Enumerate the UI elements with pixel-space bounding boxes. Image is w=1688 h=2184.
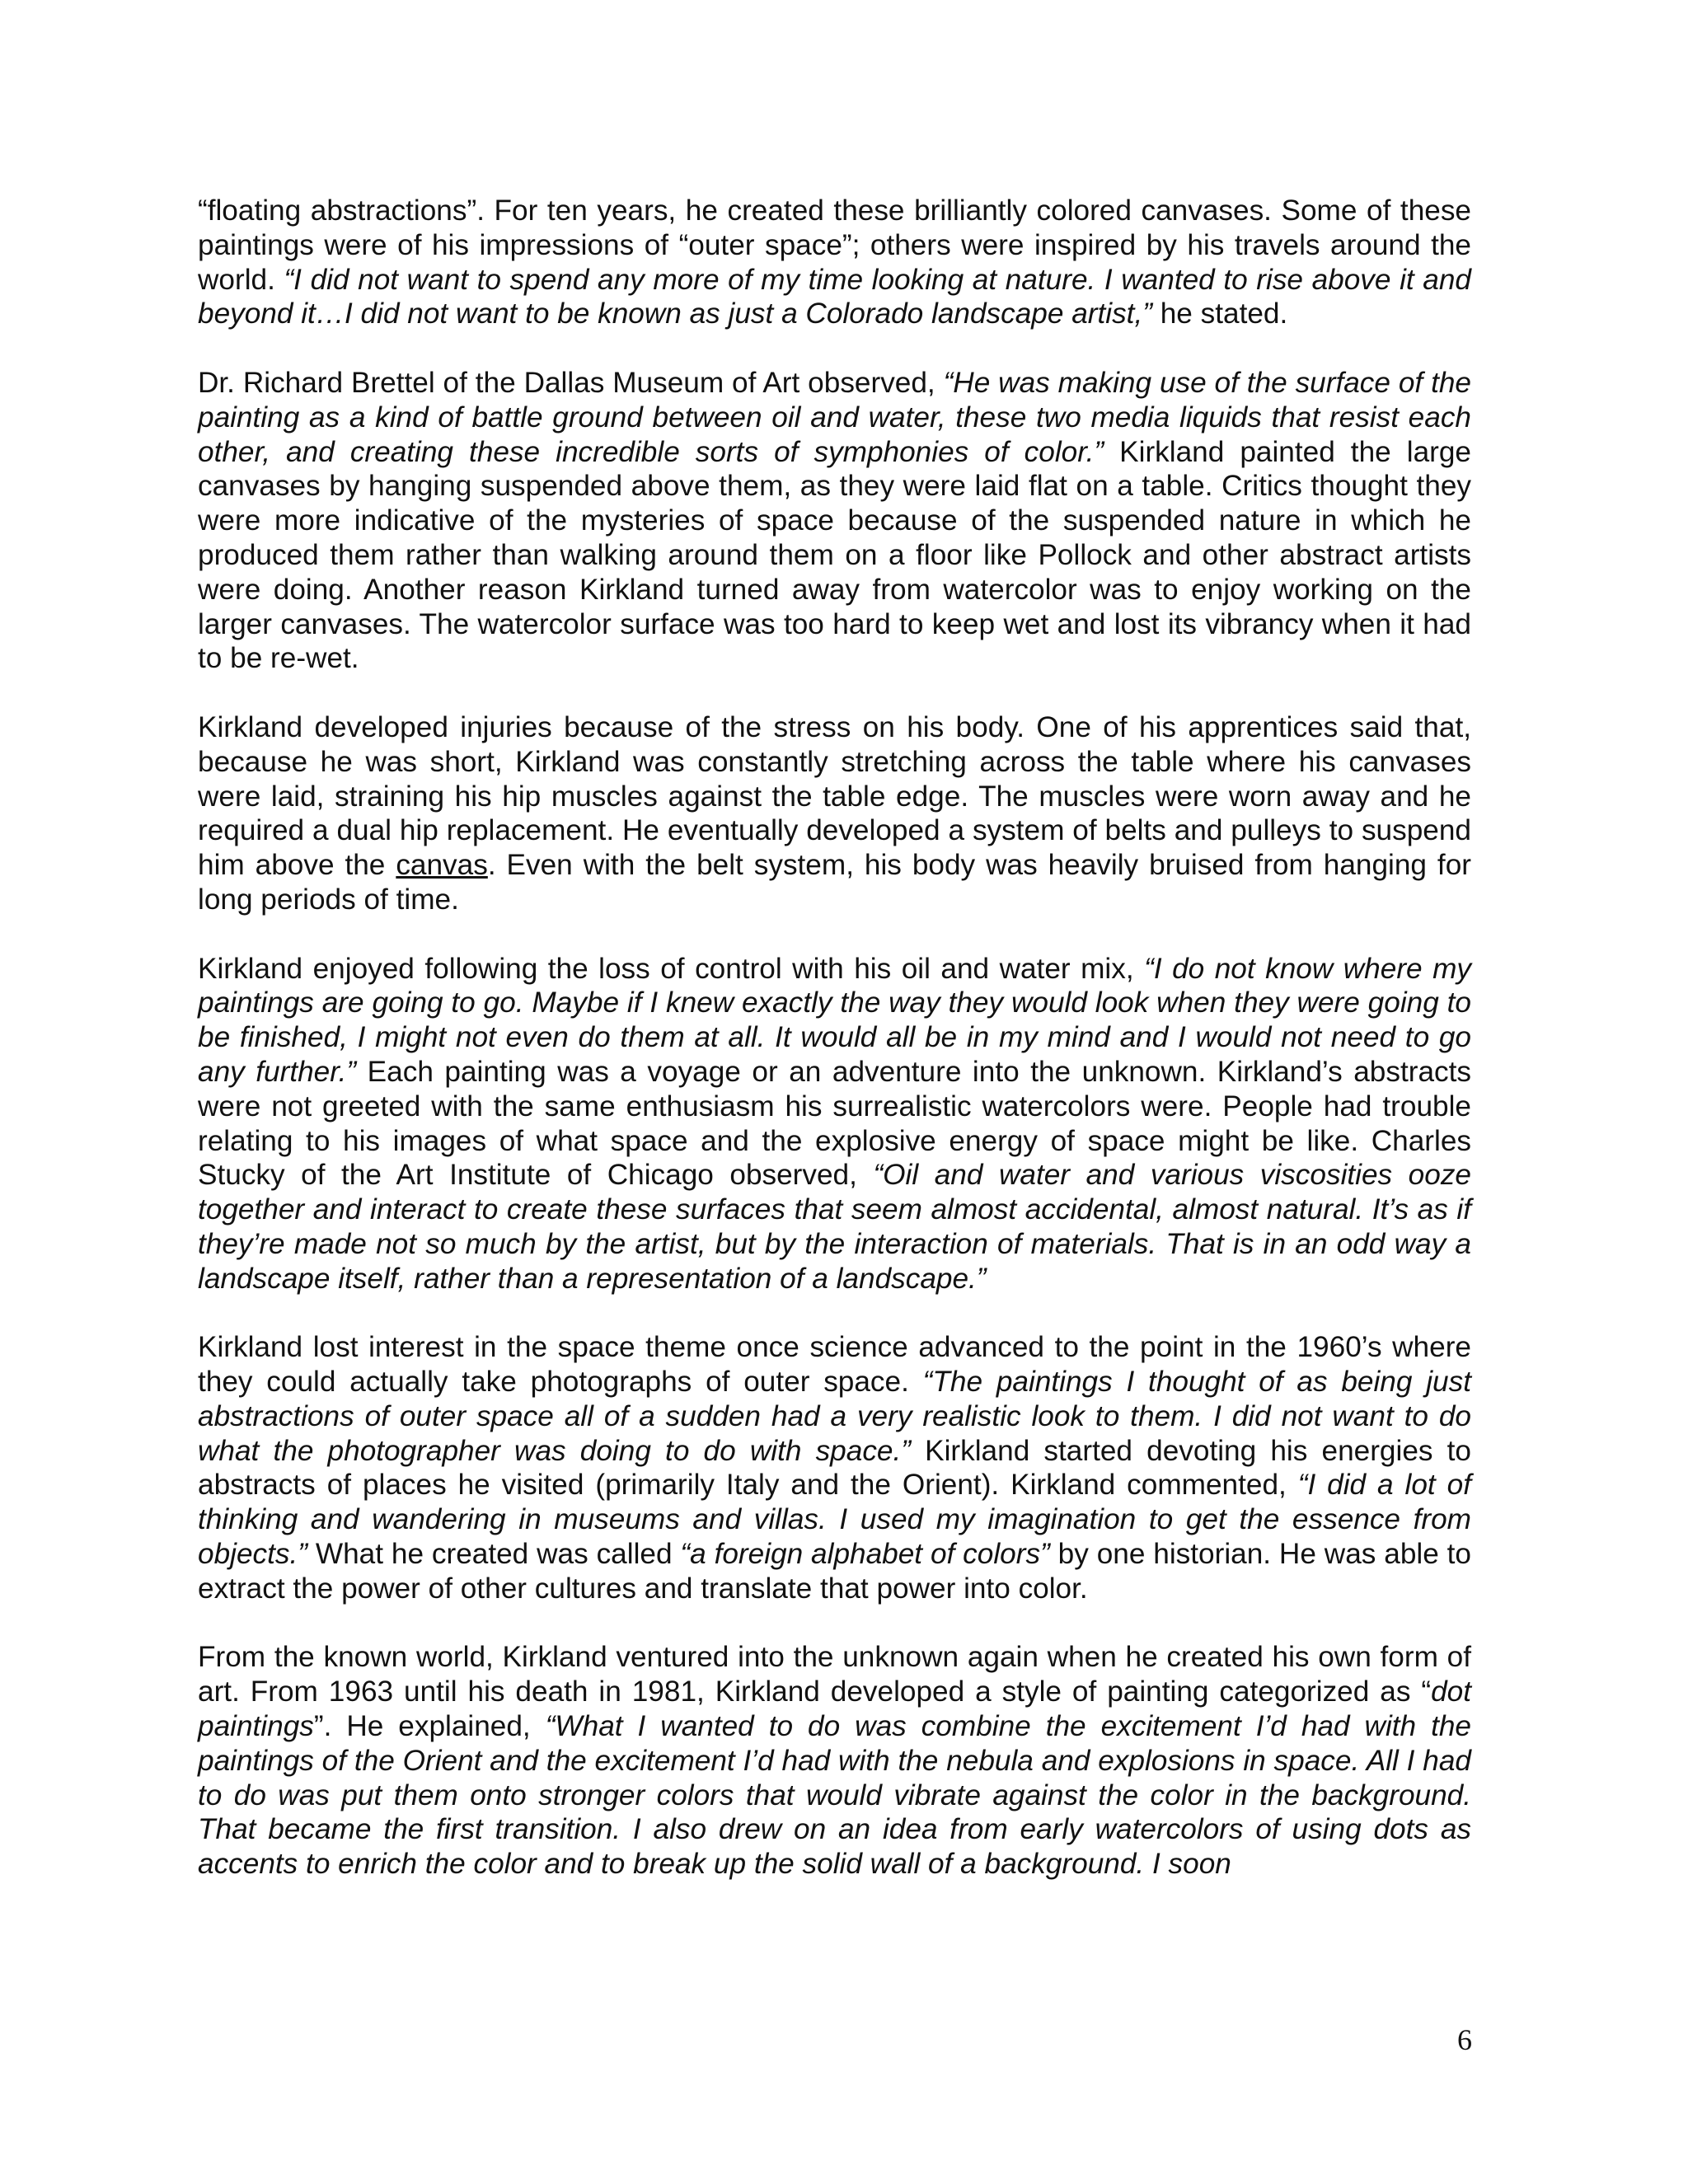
paragraph-loss-of-control bbox=[198, 952, 1471, 1296]
quote-run: “Oil and water and various viscosities ooze together and interact to create these surfaces that seem almost accidental, almost natural. It’s as if they’re made not so much by the artist, but by the interaction of materials. That is in an odd way a landscape itself, rather than a representation of a landscape.” bbox=[198, 1159, 1471, 1295]
quote-run: “The paintings I thought of as being just abstractions of outer space all of a sudden had a very realistic look to them. I did not want to do what the photographer was doing to do with space.” bbox=[198, 1366, 1471, 1467]
text-run: ”. He explained, bbox=[313, 1710, 546, 1743]
paragraph-dot-paintings bbox=[198, 1640, 1471, 1882]
text-run: From the known world, Kirkland ventured into the unknown again when he created his own form of art. From 1963 until his death in 1981, Kirkland developed a style of painting categorized as “ bbox=[198, 1641, 1471, 1708]
quote-run: “I did not want to spend any more of my time looking at nature. I wanted to rise above it and beyond it…I did not want to be known as just a Colorado landscape artist,” bbox=[198, 263, 1471, 330]
document-page bbox=[198, 194, 1471, 1916]
text-run: Dr. Richard Brettel of the Dallas Museum of Art observed, bbox=[198, 366, 944, 399]
text-run: . Even with the belt system, his body was heavily bruised from hanging for long periods of time. bbox=[198, 849, 1471, 916]
text-run: “floating abstractions”. For ten years, he created these brilliantly colored canvases. Some of these paintings were of his impressions of “outer space”; others were inspired by his travels around the world. bbox=[198, 194, 1471, 296]
text-run: Each painting was a voyage or an adventure into the unknown. Kirkland’s abstracts were not greeted with the same enthusiasm his surrealistic watercolors were. People had trouble relating to his images of what space and the explosive energy of space might be like. Charles Stucky of the Art Institute of Chicago observed, bbox=[198, 1055, 1471, 1192]
quote-run: “I did a lot of thinking and wandering in museums and villas. I used my imagination to get the essence from objects.” bbox=[198, 1469, 1471, 1571]
paragraph-floating-abstractions bbox=[198, 194, 1471, 331]
text-run: Kirkland lost interest in the space theme once science advanced to the point in the 1960’s where they could actually take photographs of outer space. bbox=[198, 1331, 1471, 1399]
quote-run: “What I wanted to do was combine the excitement I’d had with the paintings of the Orient and the excitement I’d had with the nebula and explosions in space. All I had to do was put them onto stronger colors that would vibrate against the color in the background. That became the first transition. I also drew on an idea from early watercolors of using dots as accents to enrich the color and to break up the solid wall of a background. I soon bbox=[198, 1710, 1472, 1881]
quote-run: “I do not know where my paintings are going to go. Maybe if I knew exactly the way they would look when they were going to be finished, I might not even do them at all. It would all be in my mind and I would not need to go any further.” bbox=[198, 952, 1472, 1088]
text-run: Kirkland started devoting his energies to abstracts of places he visited (primarily Italy and the Orient). Kirkland commented, bbox=[198, 1434, 1471, 1502]
text-run: Kirkland developed injuries because of the stress on his body. One of his apprentices said that, because he was short, Kirkland was constantly stretching across the table where his canvases were laid, straining his hip muscles against the table edge. The muscles were worn away and he required a dual hip replacement. He eventually developed a system of belts and pulleys to suspend him above the bbox=[198, 710, 1471, 882]
paragraph-injuries bbox=[198, 710, 1471, 917]
paragraph-brettel bbox=[198, 366, 1471, 676]
page-number: 6 bbox=[1457, 2023, 1472, 2056]
quote-run: “a foreign alphabet of colors” bbox=[680, 1538, 1050, 1571]
italic-term: dot paintings bbox=[198, 1675, 1471, 1743]
text-run: Kirkland painted the large canvases by hanging suspended above them, as they were laid flat on a table. Critics thought they were more indicative of the mysteries of space because of the suspended nature in which he produced them rather than walking around them on a floor like Pollock and other abstract artists were doing. Another reason Kirkland turned away from watercolor was to enjoy working on the larger canvases. The watercolor surface was too hard to keep wet and lost its vibrancy when it had to be re-wet. bbox=[198, 435, 1471, 675]
underlined-word: canvas bbox=[396, 849, 488, 882]
paragraph-space-theme bbox=[198, 1330, 1471, 1605]
text-run: he stated. bbox=[1151, 298, 1288, 330]
text-run: by one historian. He was able to extract the power of other cultures and translate that power into color. bbox=[198, 1538, 1472, 1605]
quote-run: “He was making use of the surface of the painting as a kind of battle ground between oil and water, these two media liquids that resist each other, and creating these incredible sorts of symphonies of color.” bbox=[198, 366, 1471, 468]
text-run: Kirkland enjoyed following the loss of control with his oil and water mix, bbox=[198, 952, 1145, 985]
text-run: What he created was called bbox=[307, 1538, 681, 1571]
